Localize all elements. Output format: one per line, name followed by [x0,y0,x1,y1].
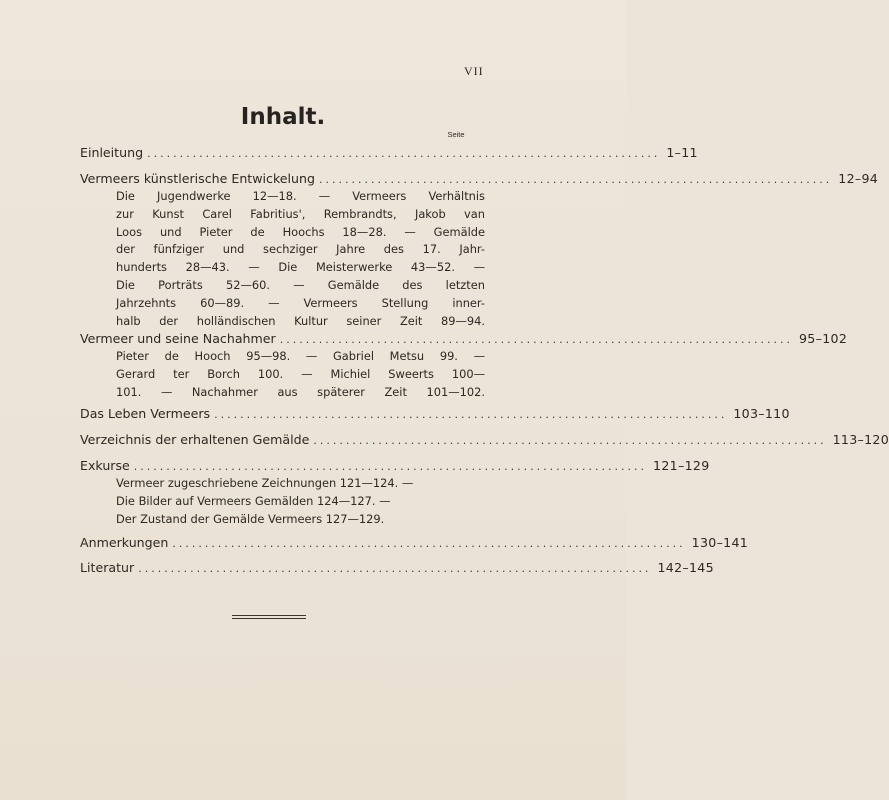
seite-column-label: Seite [447,130,465,139]
subtopic-line: Die Jugendwerke 12—18. — Vermeers Verhältnis [116,189,485,203]
toc-entry-title: Verzeichnis der erhaltenen Gemälde [80,432,310,447]
toc-entry-title: Anmerkungen [80,535,169,550]
toc-entry-title: Literatur [80,560,135,575]
dot-leader: ............................................................................... [147,147,661,160]
page-title: Inhalt. [240,104,326,130]
dot-leader: ............................................................................... [279,333,793,346]
toc-entry-anmerkungen [80,534,749,552]
toc-entry-pages: 103–110 [733,406,790,421]
toc-entry-pages: 130–141 [691,535,749,550]
toc-entry-pages: 113–120 [832,432,889,447]
closing-double-rule [232,615,306,619]
toc-entry-pages: 1–11 [666,145,698,160]
subtopic-line: Pieter de Hooch 95—98. — Gabriel Metsu 99. — [116,349,485,363]
dot-leader: ............................................................................... [133,460,648,473]
dot-leader: ............................................................................... [138,562,652,575]
subtopic-line: Loos und Pieter de Hoochs 18—28. — Gemälde [116,224,485,239]
toc-entry-pages: 12–94 [838,171,879,186]
subtopic-line: 101. — Nachahmer aus späterer Zeit 101—102. [116,384,485,399]
toc-entry-literatur [80,559,714,577]
subtopic-line: hunderts 28—43. — Die Meisterwerke 43—52. — [116,260,485,275]
dot-leader: ............................................................................... [214,408,728,421]
toc-entry-nachahmer [80,330,848,401]
dot-leader: ............................................................................... [319,173,833,186]
toc-entry-entwickelung [80,170,879,330]
dot-leader: ............................................................................... [172,537,686,550]
toc-entry-title: Vermeer und seine Nachahmer [80,331,276,346]
subtopic-line: zur Kunst Carel Fabritius', Rembrandts, Jakob van [116,206,485,221]
toc-entry-leben [80,405,790,423]
toc-entry-pages: 95–102 [798,331,848,346]
subtopic-line: halb der holländischen Kultur seiner Zeit 89—94. [116,313,485,328]
toc-entry-exkurse [80,457,710,528]
subtopic-line: Die Bilder auf Vermeers Gemälden 124—127. — [116,493,391,508]
subtopic-line: der fünfziger und sechziger Jahre des 17. Jahr- [116,242,485,257]
subtopic-line: Die Porträts 52—60. — Gemälde des letzten [116,277,485,292]
subtopic-line: Jahrzehnts 60—89. — Vermeers Stellung inner- [116,295,485,310]
toc-entry-title: Exkurse [80,458,130,473]
toc-entry-verzeichnis [80,431,889,449]
toc-entry-title: Einleitung [80,145,144,160]
toc-entry-title: Das Leben Vermeers [80,406,211,421]
toc-entry-pages: 121–129 [653,458,710,473]
subtopic-line: Vermeer zugeschriebene Zeichnungen 121—124. — [116,476,414,490]
toc-entry-subtopics [116,348,485,401]
toc-entry-title: Vermeers künstlerische Entwickelung [80,171,316,186]
toc-entry-subtopics [116,475,485,528]
page-number: VII [464,64,484,78]
dot-leader: ............................................................................... [313,434,827,447]
toc-entry-einleitung [80,144,698,162]
toc-entry-subtopics [116,188,485,330]
toc-entry-pages: 142–145 [657,560,714,575]
subtopic-line: Gerard ter Borch 100. — Michiel Sweerts 100— [116,366,485,381]
subtopic-line: Der Zustand der Gemälde Vermeers 127—129. [116,511,385,526]
